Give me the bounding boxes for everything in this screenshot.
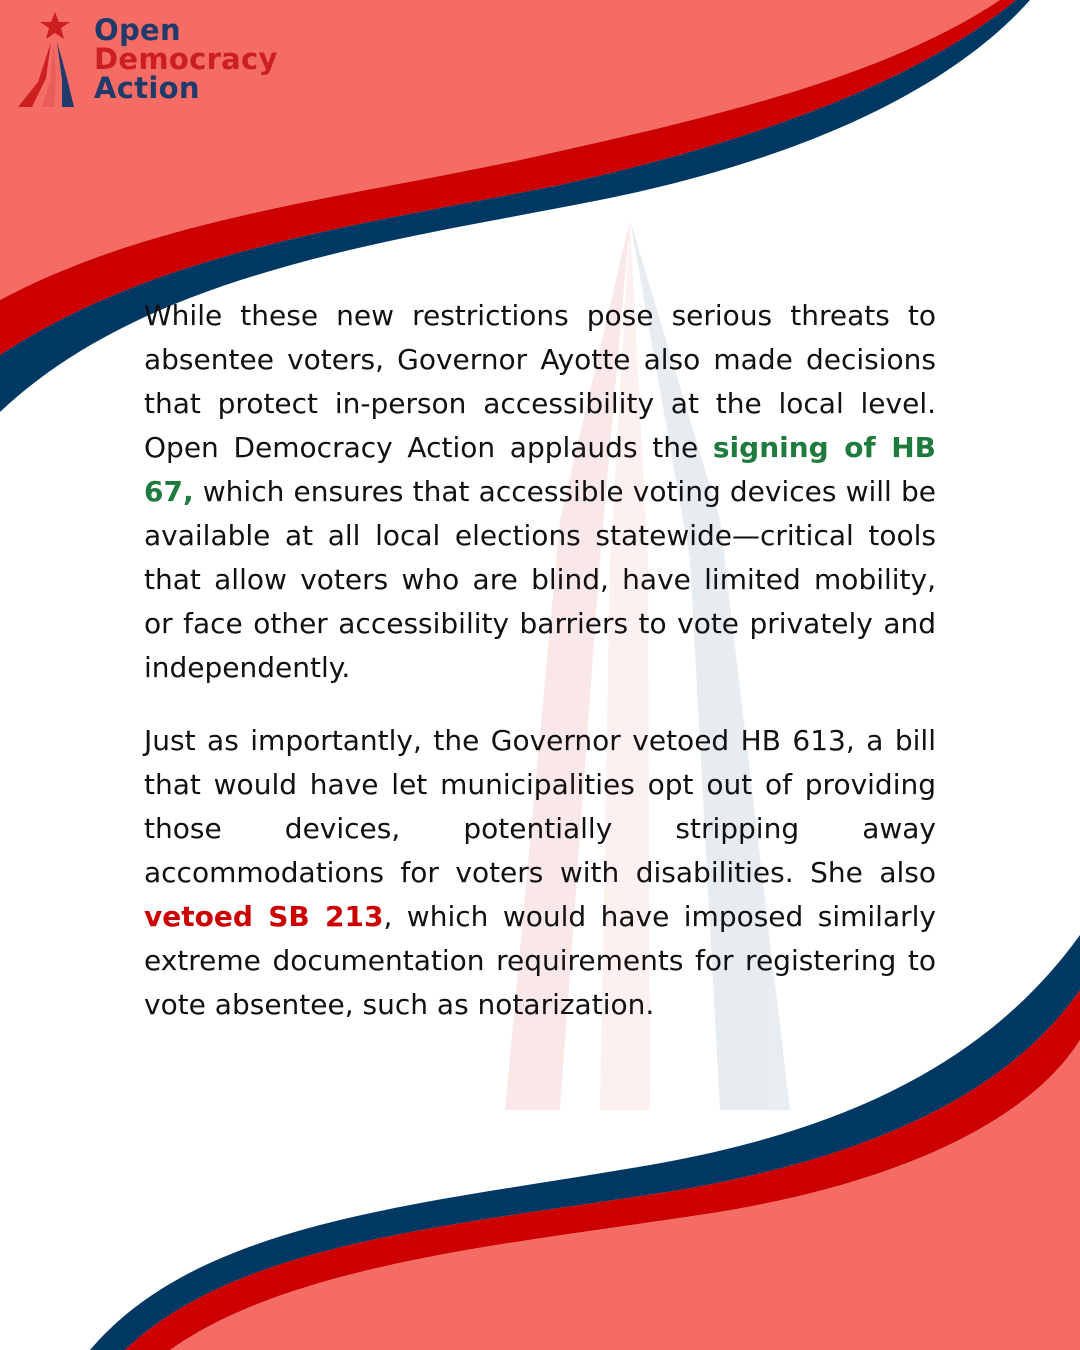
paragraph-1-text-a: While these new restrictions pose serious threats to absentee voters, Governor Ayotte also made decisions that protect in-person accessibility at the local level. Open Democracy Action applauds the (144, 299, 936, 464)
paragraph-1 (144, 294, 936, 690)
logo-text (94, 13, 278, 105)
paragraph-2-text-a: Just as importantly, the Governor vetoed HB 613, a bill that would have let municipalities opt out of providing those devices, potentially stripping away accommodations for voters with disabilities. She also (144, 724, 936, 889)
logo (18, 12, 308, 112)
paragraph-1-text-b: which ensures that accessible voting devices will be available at all local elections statewide—critical tools that allow voters who are blind, have limited mobility, or face other accessibility barriers to vote privately and independently. (144, 475, 936, 684)
star-rocket-icon (18, 12, 78, 110)
paragraph-2-text-b: , which would have imposed similarly extreme documentation requirements for registering to vote absentee, such as notarization. (144, 900, 936, 1021)
body-text (144, 294, 936, 1056)
highlight-vetoed-sb213: vetoed SB 213 (144, 900, 384, 933)
paragraph-2 (144, 719, 936, 1027)
logo-word-action: Action (94, 71, 200, 105)
logo-word-open: Open (94, 13, 181, 47)
logo-word-democracy: Democracy (94, 42, 278, 76)
highlight-signing-hb67: signing of HB 67, (144, 431, 936, 508)
